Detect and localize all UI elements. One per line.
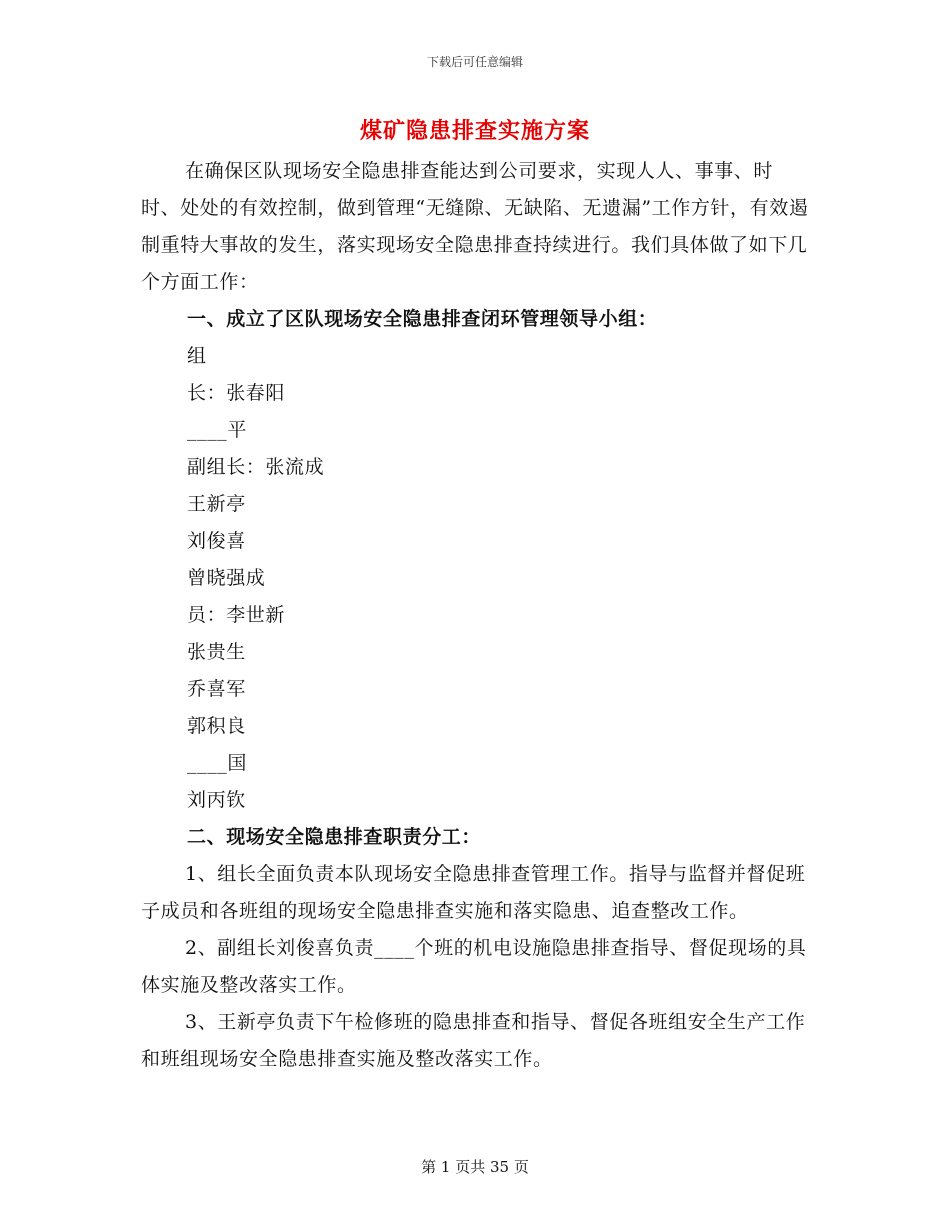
member-line: 组: [187, 345, 207, 367]
duty-paragraph: 3、王新亭负责下午检修班的隐患排查和指导、督促各班组安全生产工作和班组现场安全隐患排查实施及整改落实工作。: [141, 1011, 806, 1070]
member-line: ____平: [187, 419, 248, 441]
member-line: 张贵生: [187, 641, 246, 663]
duty-paragraph: 1、组长全面负责本队现场安全隐患排查管理工作。指导与监督并督促班子成员和各班组的现场安全隐患排查实施和落实隐患、追查整改工作。: [141, 863, 806, 922]
page-header-note: 下载后可任意编辑: [426, 55, 523, 69]
member-line: 刘俊喜: [187, 530, 246, 552]
document-title: 煤矿隐患排查实施方案: [359, 118, 590, 144]
section2-heading: 二、现场安全隐患排查职责分工：: [187, 826, 482, 848]
member-line: 曾晓强成: [187, 567, 266, 589]
member-line: 郭积良: [187, 715, 246, 737]
page-footer-number: 第 1 页共 35 页: [421, 1158, 529, 1176]
intro-paragraph: 在确保区队现场安全隐患排查能达到公司要求，实现人人、事事、时时、处处的有效控制，做到管理“无缝隙、无缺陷、无遗漏”工作方针，有效遏制重特大事故的发生，落实现场安全隐患排查持续进行。我们具体做了如下几个方面工作：: [141, 160, 809, 293]
section1-heading: 一、成立了区队现场安全隐患排查闭环管理领导小组：: [187, 308, 658, 330]
member-line: 王新亭: [187, 493, 246, 515]
member-line: ____国: [187, 752, 248, 774]
member-line: 员：李世新: [187, 604, 286, 626]
member-line: 刘丙钦: [187, 789, 246, 811]
member-line: 长：张春阳: [187, 382, 286, 404]
member-line: 乔喜军: [187, 678, 246, 700]
document-body: [141, 153, 811, 1078]
member-line: 副组长：张流成: [187, 456, 325, 478]
duty-paragraph: 2、副组长刘俊喜负责____个班的机电设施隐患排查指导、督促现场的具体实施及整改落实工作。: [141, 937, 807, 996]
